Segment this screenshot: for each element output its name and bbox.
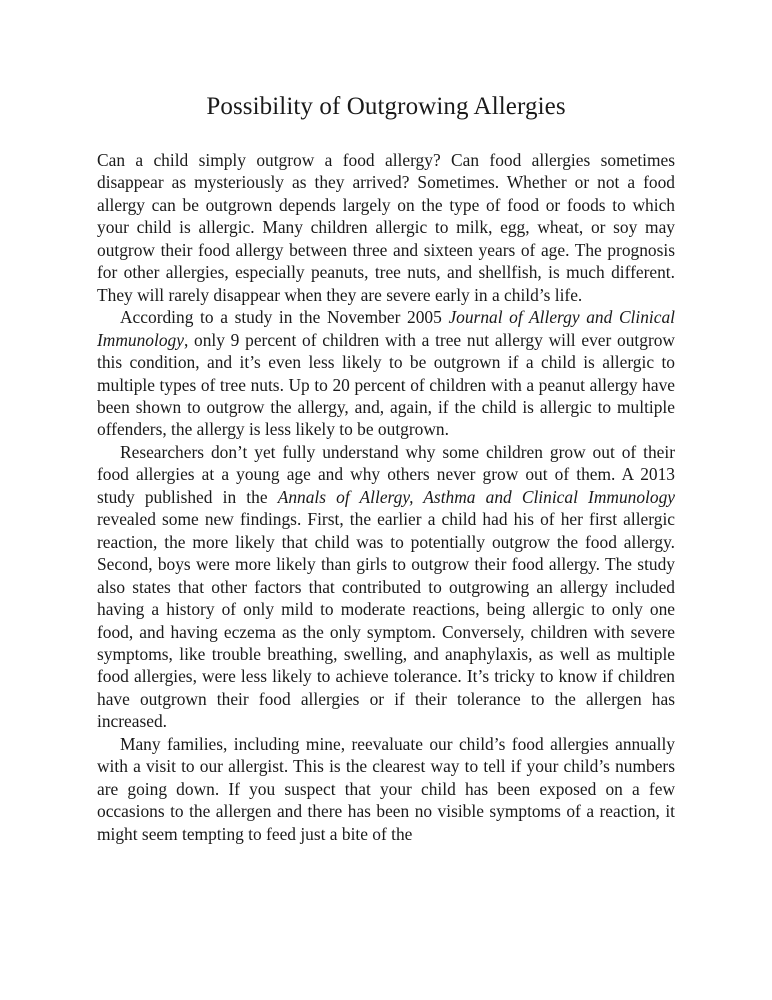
paragraph-3-text-start: Researchers don’t yet fully understand why some children grow out of their food allergies at a young age and why others never grow out of them. A 2013 study published in the <box>97 441 675 507</box>
paragraph-3 <box>97 441 675 733</box>
paragraph-2-text-end: , only 9 percent of children with a tree nut allergy will ever outgrow this condition, and it’s even less likely to be outgrown if a child is allergic to multiple types of tree nuts. Up to 20 percent of children with a peanut allergy have been shown to outgrow the allergy, and, again, if the child is allergic to multiple offenders, the allergy is less likely to be outgrown. <box>97 329 675 440</box>
body-text <box>97 149 675 845</box>
page-title: Possibility of Outgrowing Allergies <box>206 93 566 120</box>
annals-title-italic: Annals of Allergy, Asthma and Clinical Immunology <box>277 486 675 507</box>
paragraph-4: Many families, including mine, reevaluate our child’s food allergies annually with a visit to our allergist. This is the clearest way to tell if your child’s numbers are going down. If you suspect that your child has been exposed on a few occasions to the allergen and there has been no visible symptoms of a reaction, it might seem tempting to feed just a bite of the <box>97 733 675 844</box>
paragraph-2-text-start: According to a study in the November 2005 <box>120 307 449 328</box>
paragraph-1: Can a child simply outgrow a food allergy? Can food allergies sometimes disappear as mysteriously as they arrived? Sometimes. Whether or not a food allergy can be outgrown depends largely on the type of food or foods to which your child is allergic. Many children allergic to milk, egg, wheat, or soy may outgrow their food allergy between three and sixteen years of age. The prognosis for other allergies, especially peanuts, tree nuts, and shellfish, is much different. They will rarely disappear when they are severe early in a child’s life. <box>97 150 675 305</box>
paragraph-2 <box>97 306 675 441</box>
journal-title-italic: Journal of Allergy and Clinical Immunology <box>97 307 675 350</box>
paragraph-3-text-end: revealed some new findings. First, the earlier a child had his of her first allergic reaction, the more likely that child was to potentially outgrow the food allergy. Second, boys were more likely than girls to outgrow their food allergy. The study also states that other factors that contributed to outgrowing an allergy included having a history of only mild to moderate reactions, being allergic to only one food, and having eczema as the only symptom. Conversely, children with severe symptoms, like trouble breathing, swelling, and anaphylaxis, as well as multiple food allergies, were less likely to achieve tolerance. It’s tricky to know if children have outgrown their food allergies or if their tolerance to the allergen has increased. <box>97 509 675 732</box>
